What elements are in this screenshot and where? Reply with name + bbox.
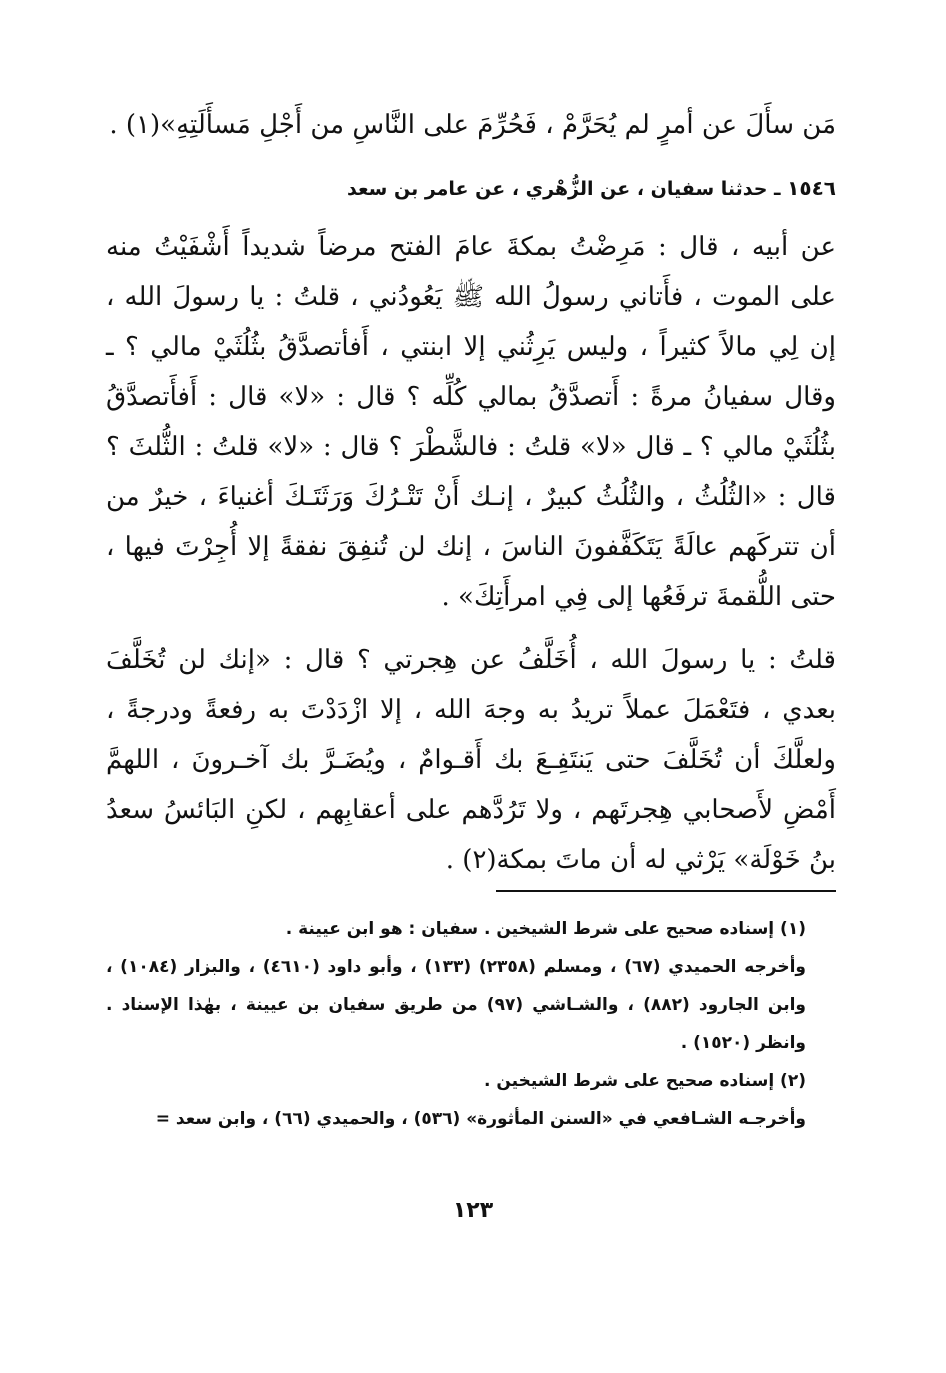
hadith-paragraph-2: قلتُ : يا رسولَ الله ، أُخَلَّفُ عن هِجرتي ؟ قال : «إنك لن تُخَلَّفَ بعدي ، فتَعْمَلَ عملاً تريدُ به وجهَ الله ، إلا ازْدَدْتَ به رفعةً ودرجةً ، ولعلَّكَ أن تُخَلَّفَ حتى يَنتَفِـعَ بك أَقـوامٌ ، ويُضَـرَّ بك آخـرونَ ، اللهمَّ أَمْضِ لأَصحابي هِجرتَهم ، ولا تَرُدَّهم على أعقابِهم ، لكنِ البَائسُ سعدُ بنُ خَوْلَة» يَرْثي له أن ماتَ بمكة(٢) . xyxy=(106,645,836,875)
hadith-number: ١٥٤٦ xyxy=(787,176,836,200)
continuation-line: مَن سأَلَ عن أمرٍ لم يُحَرَّمْ ، فَحُرِّمَ على النَّاسِ من أَجْلِ مَسأَلَتِهِ»(١) . xyxy=(109,110,836,140)
footnote-2-continuation: وأخرجـه الشـافعي في «السنن المأثورة» (٥٣٦) ، والحميدي (٦٦) ، وابن سعد = xyxy=(155,1109,806,1129)
footnote-1: (١) إسناده صحيح على شرط الشيخين . سفيان : هو ابن عيينة . xyxy=(285,919,806,939)
footnote-1-continuation: وأخرجه الحميدي (٦٧) ، ومسلم (٢٣٥٨) (١٣٣) ، وأبو داود (٤٦١٠) ، والبزار (١٠٨٤) ، وابن الجارود (٨٨٢) ، والشـاشي (٩٧) من طريق سفيان بن عيينة ، بهٰذا الإسناد . وانظر (١٥٢٠) . xyxy=(106,957,806,1053)
hadith-header xyxy=(106,170,836,207)
hadith-paragraph-1: عن أبيه ، قال : مَرِضْتُ بمكةَ عامَ الفتح مرضاً شديداً أَشْفَيْتُ منه على الموت ، فأَتاني رسولُ الله ﷺ يَعُودُني ، قلتُ : يا رسولَ الله ، إن لِي مالاً كثيراً ، وليس يَرِثُني إلا ابنتي ، أَفأتصدَّقُ بثُلُثَيْ مالي ؟ ـ وقال سفيانُ مرةً : أَتصدَّقُ بمالي كُلِّه ؟ قال : «لا» قال : أَفأَتصدَّقُ بثُلُثَيْ مالي ؟ ـ قال «لا» قلتُ : فالشَّطْرَ ؟ قال : «لا» قلتُ : الثُّلثَ ؟ قال : «الثُلُثُ ، والثُلُثُ كبيرٌ ، إنـك أَنْ تَتْـرُكَ وَرَثَتَـكَ أغنياءَ ، خيرٌ من أن تتركَهم عالَةً يَتَكَفَّفونَ الناسَ ، إنك لن تُنفِقَ نفقةً إلا أُجِرْتَ فيها ، حتى اللُّقمةَ ترفَعُها إلى فِي امرأَتِكَ» . xyxy=(106,232,836,612)
footnote-divider xyxy=(496,890,836,892)
footnotes xyxy=(106,910,836,1138)
hadith-isnad: ـ حدثنا سفيان ، عن الزُّهْري ، عن عامر بن سعد xyxy=(346,178,781,200)
footnote-2: (٢) إسناده صحيح على شرط الشيخين . xyxy=(483,1071,806,1091)
page-number: ١٢٣ xyxy=(452,1198,494,1223)
